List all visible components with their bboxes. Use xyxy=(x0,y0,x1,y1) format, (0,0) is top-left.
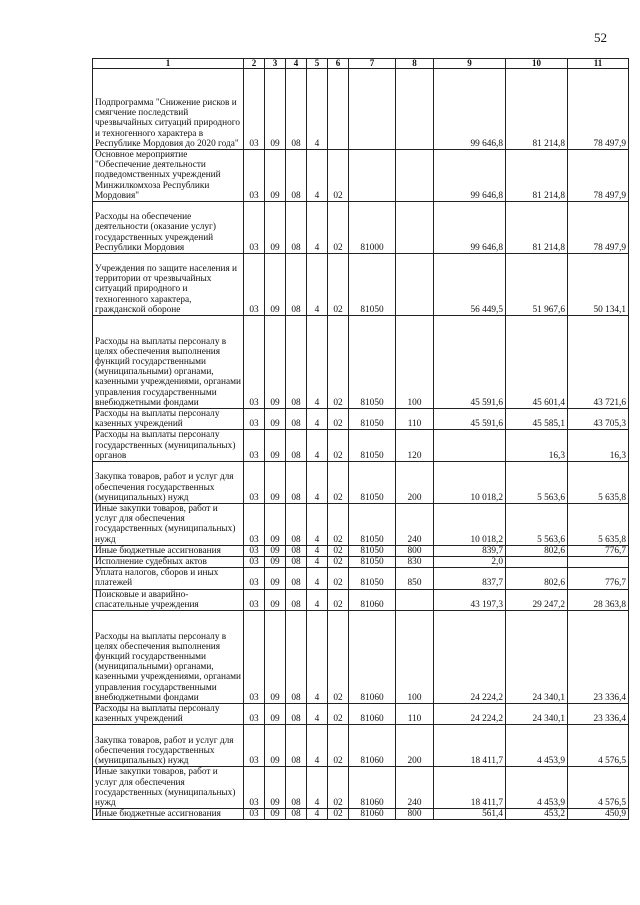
code-cell: 81060 xyxy=(349,589,396,610)
amount-cell: 4 453,9 xyxy=(506,767,568,809)
code-cell: 08 xyxy=(286,409,307,430)
code-cell: 4 xyxy=(307,809,328,820)
code-cell: 02 xyxy=(328,316,349,409)
code-cell: 09 xyxy=(265,767,286,809)
code-cell: 08 xyxy=(286,316,307,409)
row-name: Расходы на выплаты персоналу казенных учреждений xyxy=(93,409,244,430)
amount-cell: 24 340,1 xyxy=(506,704,568,725)
code-cell: 02 xyxy=(328,202,349,254)
code-cell: 02 xyxy=(328,430,349,462)
code-cell: 4 xyxy=(307,545,328,556)
page-number: 52 xyxy=(594,30,607,45)
code-cell: 4 xyxy=(307,254,328,316)
table-row xyxy=(93,69,629,150)
code-cell: 02 xyxy=(328,150,349,202)
code-cell xyxy=(396,589,434,610)
amount-cell: 23 336,4 xyxy=(568,704,629,725)
row-name: Основное мероприятие "Обеспечение деятельности подведомственных учреждений Минжилкомхоза Республики Мордовия" xyxy=(93,150,244,202)
code-cell: 120 xyxy=(396,430,434,462)
code-cell: 4 xyxy=(307,589,328,610)
row-name: Подпрограмма "Снижение рисков и смягчение последствий чрезвычайных ситуаций природного и техногенного характера в Республике Мордовия до 2020 года" xyxy=(93,69,244,150)
code-cell: 02 xyxy=(328,557,349,568)
amount-cell: 45 591,6 xyxy=(434,316,506,409)
amount-cell: 56 449,5 xyxy=(434,254,506,316)
code-cell: 4 xyxy=(307,462,328,504)
amount-cell: 78 497,9 xyxy=(568,150,629,202)
row-name: Закупка товаров, работ и услуг для обеспечения государственных (муниципальных) нужд xyxy=(93,725,244,767)
code-cell: 800 xyxy=(396,809,434,820)
code-cell: 08 xyxy=(286,504,307,546)
column-header: 11 xyxy=(568,59,629,69)
code-cell: 03 xyxy=(244,809,265,820)
code-cell: 03 xyxy=(244,545,265,556)
code-cell: 09 xyxy=(265,202,286,254)
amount-cell: 10 018,2 xyxy=(434,462,506,504)
code-cell: 03 xyxy=(244,504,265,546)
row-name: Уплата налогов, сборов и иных платежей xyxy=(93,568,244,589)
amount-cell: 839,7 xyxy=(434,545,506,556)
code-cell: 4 xyxy=(307,69,328,150)
amount-cell: 18 411,7 xyxy=(434,725,506,767)
code-cell: 09 xyxy=(265,545,286,556)
code-cell: 09 xyxy=(265,809,286,820)
code-cell: 08 xyxy=(286,611,307,704)
code-cell xyxy=(396,202,434,254)
code-cell: 02 xyxy=(328,568,349,589)
row-name: Иные бюджетные ассигнования xyxy=(93,545,244,556)
column-header: 5 xyxy=(307,59,328,69)
code-cell: 4 xyxy=(307,568,328,589)
code-cell: 02 xyxy=(328,767,349,809)
amount-cell xyxy=(434,430,506,462)
code-cell: 09 xyxy=(265,557,286,568)
code-cell: 08 xyxy=(286,545,307,556)
amount-cell: 81 214,8 xyxy=(506,69,568,150)
code-cell: 09 xyxy=(265,504,286,546)
table-row xyxy=(93,150,629,202)
code-cell: 81060 xyxy=(349,809,396,820)
code-cell: 110 xyxy=(396,409,434,430)
code-cell: 02 xyxy=(328,462,349,504)
code-cell xyxy=(396,69,434,150)
table-row xyxy=(93,504,629,546)
code-cell: 08 xyxy=(286,69,307,150)
amount-cell: 43 197,3 xyxy=(434,589,506,610)
amount-cell: 16,3 xyxy=(506,430,568,462)
code-cell: 02 xyxy=(328,725,349,767)
code-cell: 02 xyxy=(328,545,349,556)
amount-cell: 10 018,2 xyxy=(434,504,506,546)
table-row xyxy=(93,704,629,725)
table-body xyxy=(93,69,629,820)
code-cell: 4 xyxy=(307,767,328,809)
table-row xyxy=(93,767,629,809)
amount-cell: 50 134,1 xyxy=(568,254,629,316)
code-cell: 09 xyxy=(265,568,286,589)
code-cell: 81050 xyxy=(349,430,396,462)
amount-cell: 5 635,8 xyxy=(568,462,629,504)
amount-cell: 99 646,8 xyxy=(434,150,506,202)
amount-cell xyxy=(506,557,568,568)
code-cell xyxy=(349,69,396,150)
code-cell: 850 xyxy=(396,568,434,589)
table-row xyxy=(93,254,629,316)
table-row xyxy=(93,557,629,568)
code-cell: 03 xyxy=(244,202,265,254)
code-cell: 03 xyxy=(244,430,265,462)
code-cell: 08 xyxy=(286,704,307,725)
code-cell: 4 xyxy=(307,409,328,430)
column-header: 2 xyxy=(244,59,265,69)
code-cell: 4 xyxy=(307,316,328,409)
code-cell: 03 xyxy=(244,316,265,409)
row-name: Иные закупки товаров, работ и услуг для обеспечения государственных (муниципальных) нужд xyxy=(93,767,244,809)
row-name: Расходы на выплаты персоналу казенных учреждений xyxy=(93,704,244,725)
amount-cell: 45 591,6 xyxy=(434,409,506,430)
amount-cell: 5 563,6 xyxy=(506,462,568,504)
table-row xyxy=(93,568,629,589)
amount-cell: 4 576,5 xyxy=(568,767,629,809)
code-cell: 08 xyxy=(286,589,307,610)
amount-cell: 99 646,8 xyxy=(434,69,506,150)
row-name: Поисковые и аварийно-спасательные учреждения xyxy=(93,589,244,610)
code-cell: 81050 xyxy=(349,504,396,546)
code-cell xyxy=(349,150,396,202)
code-cell: 81050 xyxy=(349,568,396,589)
code-cell: 08 xyxy=(286,568,307,589)
table-row xyxy=(93,430,629,462)
amount-cell: 29 247,2 xyxy=(506,589,568,610)
code-cell: 09 xyxy=(265,462,286,504)
code-cell: 02 xyxy=(328,809,349,820)
table-row xyxy=(93,316,629,409)
amount-cell: 51 967,6 xyxy=(506,254,568,316)
amount-cell: 802,6 xyxy=(506,568,568,589)
amount-cell: 28 363,8 xyxy=(568,589,629,610)
amount-cell: 5 635,8 xyxy=(568,504,629,546)
column-header: 4 xyxy=(286,59,307,69)
code-cell: 800 xyxy=(396,545,434,556)
amount-cell: 16,3 xyxy=(568,430,629,462)
code-cell: 08 xyxy=(286,430,307,462)
code-cell: 03 xyxy=(244,69,265,150)
budget-table xyxy=(92,58,629,820)
code-cell: 110 xyxy=(396,704,434,725)
row-name: Учреждения по защите населения и территории от чрезвычайных ситуаций природного и техногенного характера, гражданской обороне xyxy=(93,254,244,316)
code-cell xyxy=(396,254,434,316)
code-cell: 81050 xyxy=(349,545,396,556)
code-cell: 03 xyxy=(244,254,265,316)
amount-cell: 78 497,9 xyxy=(568,69,629,150)
amount-cell: 4 576,5 xyxy=(568,725,629,767)
column-header: 1 xyxy=(93,59,244,69)
amount-cell: 453,2 xyxy=(506,809,568,820)
code-cell: 4 xyxy=(307,725,328,767)
table-header-row xyxy=(93,59,629,69)
row-name: Иные бюджетные ассигнования xyxy=(93,809,244,820)
code-cell: 240 xyxy=(396,767,434,809)
code-cell: 09 xyxy=(265,316,286,409)
amount-cell: 43 721,6 xyxy=(568,316,629,409)
amount-cell: 450,9 xyxy=(568,809,629,820)
code-cell: 81050 xyxy=(349,557,396,568)
column-header: 3 xyxy=(265,59,286,69)
amount-cell: 561,4 xyxy=(434,809,506,820)
amount-cell: 2,0 xyxy=(434,557,506,568)
code-cell: 09 xyxy=(265,254,286,316)
code-cell: 200 xyxy=(396,462,434,504)
amount-cell: 24 224,2 xyxy=(434,704,506,725)
code-cell: 02 xyxy=(328,254,349,316)
code-cell: 08 xyxy=(286,202,307,254)
code-cell: 03 xyxy=(244,589,265,610)
code-cell xyxy=(328,69,349,150)
table-row xyxy=(93,202,629,254)
amount-cell: 5 563,6 xyxy=(506,504,568,546)
code-cell: 08 xyxy=(286,254,307,316)
code-cell: 08 xyxy=(286,462,307,504)
column-header: 7 xyxy=(349,59,396,69)
code-cell: 81000 xyxy=(349,202,396,254)
table-row xyxy=(93,409,629,430)
amount-cell: 81 214,8 xyxy=(506,202,568,254)
code-cell xyxy=(396,150,434,202)
code-cell: 09 xyxy=(265,430,286,462)
table-row xyxy=(93,809,629,820)
code-cell: 4 xyxy=(307,430,328,462)
code-cell: 09 xyxy=(265,611,286,704)
row-name: Расходы на выплаты персоналу государственных (муниципальных) органов xyxy=(93,430,244,462)
code-cell: 02 xyxy=(328,611,349,704)
code-cell: 4 xyxy=(307,611,328,704)
code-cell: 02 xyxy=(328,504,349,546)
code-cell: 4 xyxy=(307,202,328,254)
table-row xyxy=(93,611,629,704)
amount-cell: 45 601,4 xyxy=(506,316,568,409)
code-cell: 03 xyxy=(244,704,265,725)
amount-cell: 45 585,1 xyxy=(506,409,568,430)
code-cell: 4 xyxy=(307,504,328,546)
amount-cell: 837,7 xyxy=(434,568,506,589)
code-cell: 09 xyxy=(265,150,286,202)
amount-cell: 776,7 xyxy=(568,568,629,589)
column-header: 8 xyxy=(396,59,434,69)
code-cell: 100 xyxy=(396,316,434,409)
code-cell: 4 xyxy=(307,150,328,202)
code-cell: 09 xyxy=(265,704,286,725)
code-cell: 09 xyxy=(265,725,286,767)
amount-cell xyxy=(568,557,629,568)
code-cell: 03 xyxy=(244,611,265,704)
code-cell: 81060 xyxy=(349,704,396,725)
code-cell: 09 xyxy=(265,409,286,430)
table-row xyxy=(93,725,629,767)
column-header: 9 xyxy=(434,59,506,69)
table-row xyxy=(93,545,629,556)
code-cell: 03 xyxy=(244,725,265,767)
amount-cell: 802,6 xyxy=(506,545,568,556)
code-cell: 200 xyxy=(396,725,434,767)
amount-cell: 43 705,3 xyxy=(568,409,629,430)
code-cell: 81060 xyxy=(349,767,396,809)
code-cell: 81050 xyxy=(349,316,396,409)
amount-cell: 23 336,4 xyxy=(568,611,629,704)
table-row xyxy=(93,589,629,610)
amount-cell: 776,7 xyxy=(568,545,629,556)
code-cell: 03 xyxy=(244,150,265,202)
code-cell: 81050 xyxy=(349,409,396,430)
code-cell: 81050 xyxy=(349,254,396,316)
code-cell: 100 xyxy=(396,611,434,704)
code-cell: 09 xyxy=(265,69,286,150)
code-cell: 02 xyxy=(328,704,349,725)
table-row xyxy=(93,462,629,504)
code-cell: 03 xyxy=(244,462,265,504)
column-header: 6 xyxy=(328,59,349,69)
amount-cell: 99 646,8 xyxy=(434,202,506,254)
row-name: Расходы на выплаты персоналу в целях обеспечения выполнения функций государственными (муниципальными) органами, казенными учреждениями, органами управления государственными внебюджетными фондами xyxy=(93,611,244,704)
code-cell: 81060 xyxy=(349,725,396,767)
code-cell: 830 xyxy=(396,557,434,568)
column-header: 10 xyxy=(506,59,568,69)
amount-cell: 24 340,1 xyxy=(506,611,568,704)
code-cell: 08 xyxy=(286,809,307,820)
code-cell: 240 xyxy=(396,504,434,546)
row-name: Закупка товаров, работ и услуг для обеспечения государственных (муниципальных) нужд xyxy=(93,462,244,504)
amount-cell: 81 214,8 xyxy=(506,150,568,202)
code-cell: 08 xyxy=(286,557,307,568)
code-cell: 81060 xyxy=(349,611,396,704)
amount-cell: 4 453,9 xyxy=(506,725,568,767)
row-name: Иные закупки товаров, работ и услуг для обеспечения государственных (муниципальных) нужд xyxy=(93,504,244,546)
code-cell: 03 xyxy=(244,568,265,589)
code-cell: 4 xyxy=(307,704,328,725)
row-name: Исполнение судебных актов xyxy=(93,557,244,568)
code-cell: 08 xyxy=(286,150,307,202)
code-cell: 08 xyxy=(286,767,307,809)
amount-cell: 18 411,7 xyxy=(434,767,506,809)
amount-cell: 78 497,9 xyxy=(568,202,629,254)
code-cell: 02 xyxy=(328,409,349,430)
code-cell: 4 xyxy=(307,557,328,568)
code-cell: 08 xyxy=(286,725,307,767)
code-cell: 03 xyxy=(244,767,265,809)
row-name: Расходы на выплаты персоналу в целях обеспечения выполнения функций государственными (муниципальными) органами, казенными учреждениями, органами управления государственными внебюджетными фондами xyxy=(93,316,244,409)
amount-cell: 24 224,2 xyxy=(434,611,506,704)
code-cell: 03 xyxy=(244,409,265,430)
code-cell: 81050 xyxy=(349,462,396,504)
code-cell: 09 xyxy=(265,589,286,610)
code-cell: 03 xyxy=(244,557,265,568)
code-cell: 02 xyxy=(328,589,349,610)
row-name: Расходы на обеспечение деятельности (оказание услуг) государственных учреждений Республики Мордовия xyxy=(93,202,244,254)
